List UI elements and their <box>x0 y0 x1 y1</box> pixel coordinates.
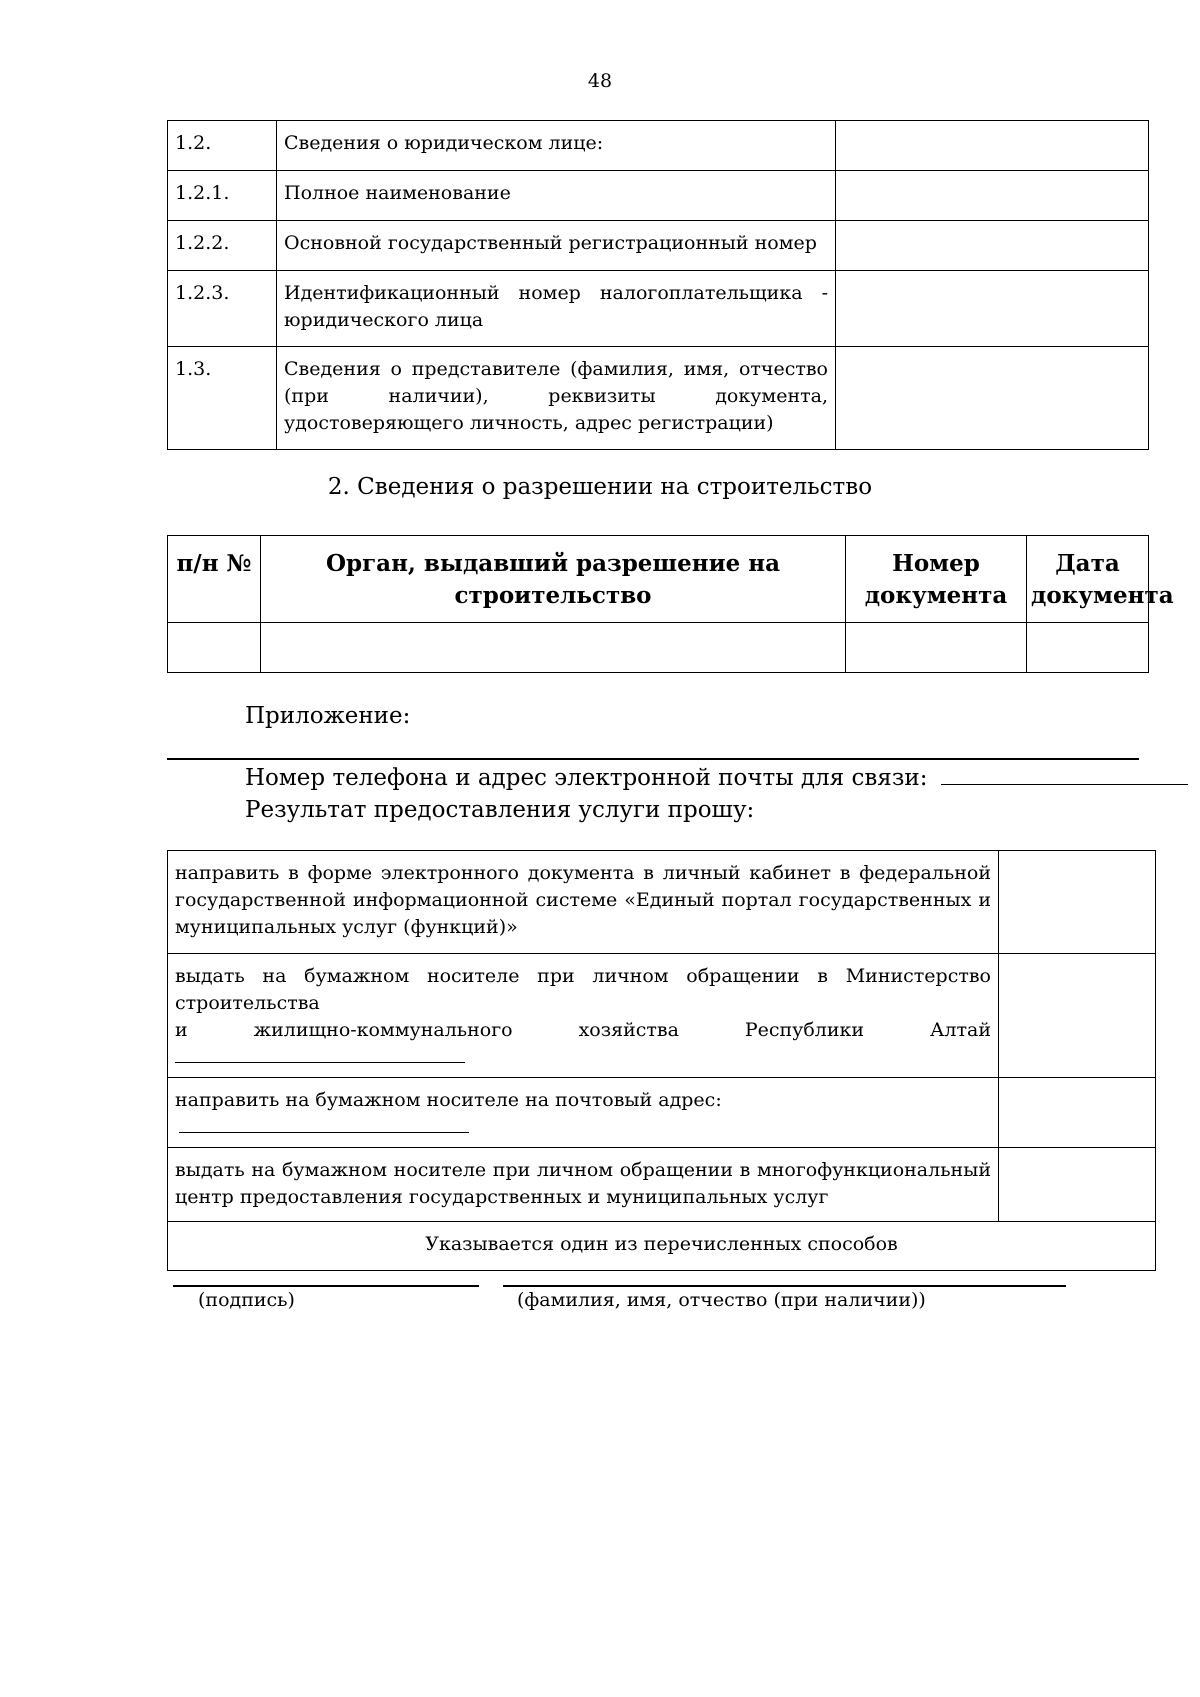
option-text: направить на бумажном носителе на почтовый адрес: <box>175 1089 722 1111</box>
row-value-cell[interactable] <box>836 271 1149 347</box>
cell-doc-number[interactable] <box>846 623 1027 673</box>
option-checkbox-cell[interactable] <box>999 851 1156 954</box>
header-doc-date: Дата документа <box>1027 536 1149 623</box>
row-label: Сведения о представителе (фамилия, имя, отчество (при наличии), реквизиты документа, удостоверяющего личность, адрес регистрации) <box>277 347 836 450</box>
signature-line[interactable] <box>173 1285 479 1287</box>
table-row <box>168 623 1149 673</box>
table-row <box>168 954 1156 1078</box>
cell-doc-date[interactable] <box>1027 623 1149 673</box>
table-row <box>168 171 1149 221</box>
option-checkbox-cell[interactable] <box>999 954 1156 1078</box>
option-checkbox-cell[interactable] <box>999 1078 1156 1148</box>
cell-authority[interactable] <box>261 623 846 673</box>
row-label: Полное наименование <box>277 171 836 221</box>
option-text: направить в форме электронного документа в личный кабинет в федеральной государственной информационной системе «Единый портал государственных и муниципальных услуг (функций)» <box>168 851 999 954</box>
attachment-line[interactable] <box>167 758 1139 760</box>
row-value-cell[interactable] <box>836 347 1149 450</box>
attachment-label: Приложение: <box>245 703 411 729</box>
table-row <box>168 1222 1156 1271</box>
legal-entity-table <box>167 120 1149 450</box>
table-row <box>168 851 1156 954</box>
table-row <box>168 221 1149 271</box>
option-word: жилищно-коммунального <box>253 1019 513 1041</box>
row-label: Основной государственный регистрационный номер <box>277 221 836 271</box>
option-word: хозяйства <box>578 1019 679 1041</box>
full-name-caption: (фамилия, имя, отчество (при наличии)) <box>517 1289 926 1311</box>
option-text: выдать на бумажном носителе при личном обращении в многофункциональный центр предоставления государственных и муниципальных услуг <box>168 1148 999 1222</box>
page-number: 48 <box>587 70 613 92</box>
header-number: п/н № <box>168 536 261 623</box>
option-word: Республики <box>744 1019 865 1041</box>
table-row <box>168 1148 1156 1222</box>
full-name-line[interactable] <box>503 1285 1066 1287</box>
table-row <box>168 271 1149 347</box>
result-label: Результат предоставления услуги прошу: <box>245 797 755 823</box>
row-number: 1.2. <box>168 121 277 171</box>
row-number: 1.2.3. <box>168 271 277 347</box>
row-value-cell[interactable] <box>836 221 1149 271</box>
signature-caption: (подпись) <box>198 1289 295 1311</box>
table-row <box>168 347 1149 450</box>
row-label: Сведения о юридическом лице: <box>277 121 836 171</box>
permit-table <box>167 535 1174 673</box>
option-input-line[interactable] <box>175 1044 465 1063</box>
row-label: Идентификационный номер налогоплательщика - юридического лица <box>277 271 836 347</box>
contact-row <box>245 762 1188 794</box>
options-footnote: Указывается один из перечисленных способов <box>168 1222 1156 1271</box>
table-header-row <box>168 536 1149 623</box>
option-checkbox-cell[interactable] <box>999 1148 1156 1222</box>
postal-address-line[interactable] <box>179 1114 469 1133</box>
row-number: 1.2.2. <box>168 221 277 271</box>
contact-input-line[interactable] <box>941 766 1188 785</box>
cell-number[interactable] <box>168 623 261 673</box>
row-value-cell[interactable] <box>836 121 1149 171</box>
contact-label: Номер телефона и адрес электронной почты для связи: <box>245 765 928 791</box>
row-number: 1.2.1. <box>168 171 277 221</box>
option-text: выдать на бумажном носителе при личном обращении в Министерство строительства <box>175 965 991 1014</box>
option-word: и <box>175 1019 188 1041</box>
table-row <box>168 121 1149 171</box>
delivery-options-table <box>167 850 1156 1271</box>
header-authority: Орган, выдавший разрешение на строительство <box>261 536 846 623</box>
row-value-cell[interactable] <box>836 171 1149 221</box>
table-row <box>168 1078 1156 1148</box>
option-text-line <box>175 1017 991 1044</box>
header-doc-number: Номер документа <box>846 536 1027 623</box>
option-text-cell <box>168 1078 999 1148</box>
option-text-cell <box>168 954 999 1078</box>
section-title: 2. Сведения о разрешении на строительство <box>327 474 873 500</box>
row-number: 1.3. <box>168 347 277 450</box>
option-word: Алтай <box>930 1019 991 1041</box>
